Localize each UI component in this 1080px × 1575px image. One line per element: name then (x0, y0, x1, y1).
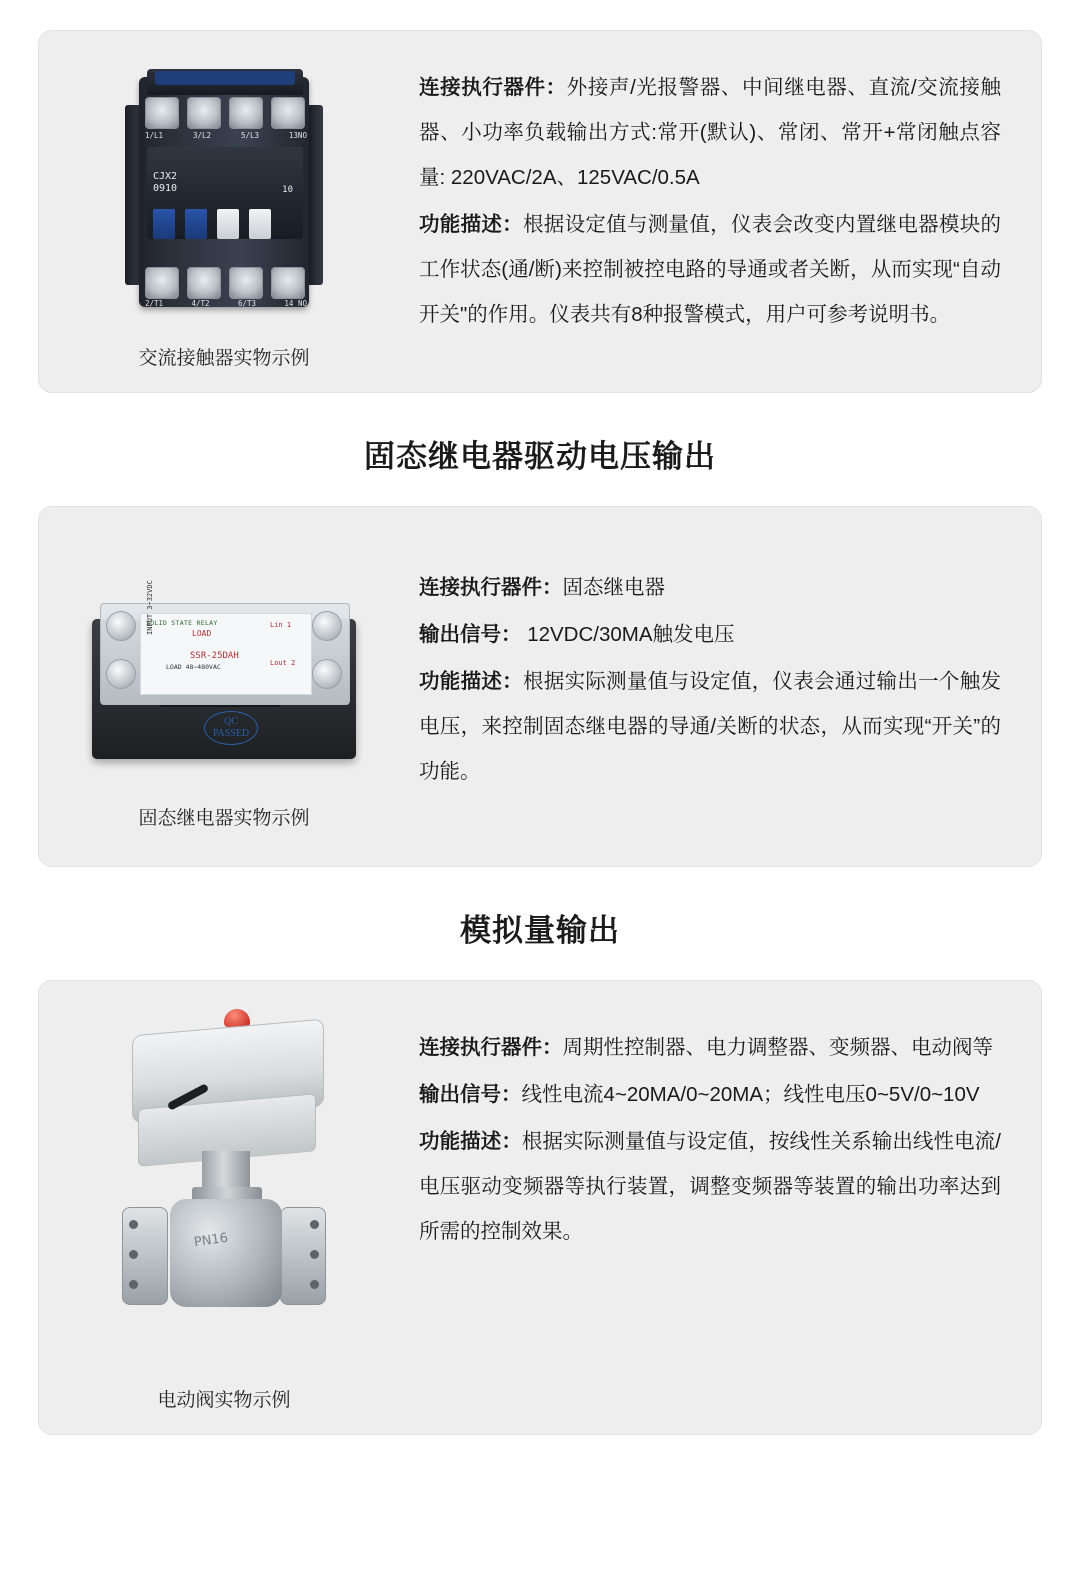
terminal-label: 3/L2 (192, 131, 212, 140)
valve-flange-right (280, 1207, 326, 1305)
image-caption-valve: 电动阀实物示例 (157, 1390, 291, 1411)
product-spec-page (0, 30, 1080, 1435)
spec-label: 连接执行器件： (419, 1036, 563, 1059)
flange-hole (129, 1280, 138, 1289)
spec-card-relay-contact-output (38, 30, 1042, 393)
ssr-load-text: LOAD (192, 629, 212, 638)
solid-state-relay-photo (74, 559, 374, 789)
ssr-qc-passed-stamp: QC PASSED (204, 711, 258, 745)
card-media-ssr (39, 507, 409, 866)
spec-text: 外接声/光报警器、中间继电器、直流/交流接触器、小功率负载输出方式:常开(默认)、常闭、常开+常闭触点容量: 220VAC/2A、125VAC/0.5A (419, 76, 1002, 189)
spec-text: 12VDC/30MA触发电压 (521, 623, 735, 646)
contactor-code: 0910 (153, 183, 178, 194)
spec-paragraph (419, 659, 1001, 794)
terminal-screw (187, 97, 221, 129)
terminal-label: 14 NO (284, 299, 307, 308)
image-caption-ssr: 固态继电器实物示例 (138, 808, 310, 829)
valve-engraving: PN16 (193, 1230, 229, 1251)
contactor-bottom-terminals (145, 267, 305, 299)
contactor-white-button (249, 209, 271, 239)
flange-hole (310, 1250, 319, 1259)
card-body-relay-contact-output (409, 31, 1041, 369)
terminal-label: 13NO (288, 131, 307, 140)
spec-text: 周期性控制器、电力调整器、变频器、电动阀等 (562, 1036, 993, 1059)
terminal-screw (271, 267, 305, 299)
flange-hole (129, 1220, 138, 1229)
spec-text: 根据实际测量值与设定值，按线性关系输出线性电流/电压驱动变频器等执行装置，调整变频器等装置的输出功率达到所需的控制效果。 (419, 1130, 1002, 1243)
terminal-screw (229, 267, 263, 299)
valve-flange-left (122, 1207, 168, 1305)
ssr-terminal-text-lin: Lin 1 (270, 621, 292, 629)
valve-indicator-lamp (224, 1009, 250, 1027)
section-heading-analog-output: 模拟量输出 (460, 913, 620, 948)
spec-label: 功能描述： (419, 670, 523, 693)
spec-paragraph (419, 1025, 1001, 1070)
contactor-blue-button (153, 209, 175, 239)
ssr-terminal-screw (312, 659, 342, 689)
flange-hole (129, 1250, 138, 1259)
terminal-screw (145, 97, 179, 129)
terminal-screw (271, 97, 305, 129)
spec-label: 连接执行器件： (419, 76, 567, 99)
flange-hole (310, 1220, 319, 1229)
spec-card-ssr-drive-voltage-output (38, 506, 1042, 867)
contactor-blue-strip (155, 71, 295, 85)
spec-paragraph (419, 202, 1001, 337)
contactor-right-rail (307, 105, 323, 285)
spec-paragraph (419, 1119, 1001, 1254)
terminal-screw (229, 97, 263, 129)
contactor-top-terminal-labels (145, 131, 307, 140)
valve-neck (202, 1151, 250, 1191)
terminal-screw (187, 267, 221, 299)
spec-text: 根据实际测量值与设定值，仪表会通过输出一个触发电压，来控制固态继电器的导通/关断的状态，从而实现“开关”的功能。 (419, 670, 1002, 783)
terminal-label: 4/T2 (191, 299, 210, 308)
spec-label: 功能描述： (419, 1130, 522, 1153)
card-body-analog-output (409, 981, 1041, 1286)
spec-card-analog-output (38, 980, 1042, 1435)
spec-paragraph (419, 612, 1001, 657)
card-body-ssr (409, 507, 1041, 826)
terminal-screw (145, 267, 179, 299)
spec-paragraph (419, 65, 1001, 200)
spec-label: 功能描述： (419, 213, 523, 236)
ssr-load-range-text: LOAD 48~480VAC (166, 663, 221, 671)
contactor-model-text (153, 171, 177, 195)
contactor-bottom-terminal-labels (145, 299, 307, 308)
valve-ball-body (170, 1199, 282, 1307)
spec-text: 线性电流4~20MA/0~20MA；线性电压0~5V/0~10V (521, 1083, 980, 1106)
spec-label: 输出信号： (419, 1083, 522, 1106)
card-media-contactor (39, 31, 409, 392)
ssr-brand-text: SOLID STATE RELAY (146, 619, 218, 627)
terminal-label: 5/L3 (240, 131, 259, 140)
contactor-blue-button (185, 209, 207, 239)
terminal-label: 6/T3 (237, 299, 256, 308)
image-caption-contactor: 交流接触器实物示例 (138, 348, 310, 369)
contactor-model: CJX2 (153, 171, 178, 182)
ssr-model-text: SSR-25DAH (190, 651, 239, 661)
spec-paragraph (419, 1072, 1001, 1117)
electric-valve-photo (74, 1001, 374, 1371)
ssr-terminal-screw (106, 611, 136, 641)
spec-paragraph (419, 565, 1001, 610)
contactor-top-terminals (145, 97, 305, 129)
spec-text: 固态继电器 (562, 576, 665, 599)
flange-hole (310, 1280, 319, 1289)
ac-contactor-photo (99, 59, 349, 329)
contactor-white-button (217, 209, 239, 239)
spec-label: 连接执行器件： (419, 576, 563, 599)
ssr-input-text: INPUT 3~32VDC (146, 580, 154, 635)
ssr-terminal-text-lout: Lout 2 (270, 659, 296, 667)
spec-text: 根据设定值与测量值，仪表会改变内置继电器模块的工作状态(通/断)来控制被控电路的导通或者关断，从而实现“自动开关"的作用。仪表共有8种报警模式，用户可参考说明书。 (419, 213, 1002, 326)
terminal-label: 1/L1 (145, 131, 164, 140)
ssr-terminal-screw (312, 611, 342, 641)
section-heading-ssr: 固态继电器驱动电压输出 (364, 439, 716, 474)
ssr-terminal-screw (106, 659, 136, 689)
spec-label: 输出信号： (419, 623, 522, 646)
terminal-label: 2/T1 (145, 299, 164, 308)
card-media-valve (39, 981, 409, 1434)
contactor-side-number: 10 (282, 185, 293, 195)
